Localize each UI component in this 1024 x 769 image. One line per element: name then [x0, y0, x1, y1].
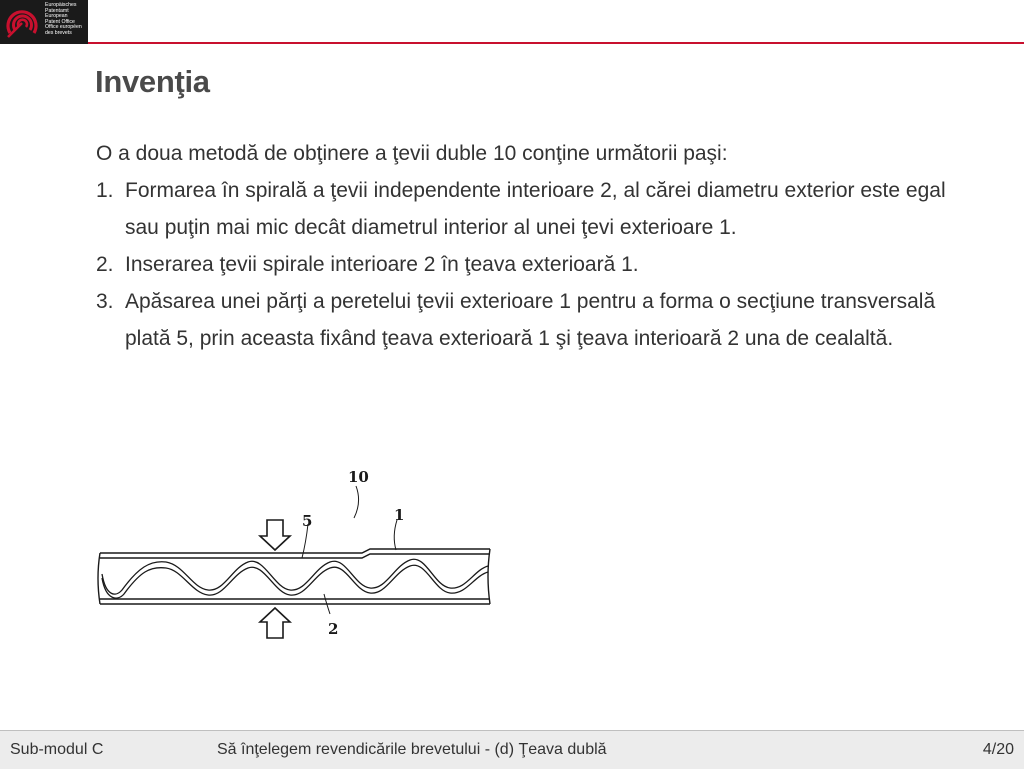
leader-lines	[302, 486, 397, 614]
epo-logo	[0, 0, 88, 44]
step-number: 3.	[96, 290, 114, 313]
logo-line: Patent Office	[45, 18, 75, 25]
logo-text	[45, 3, 87, 37]
slide-body	[96, 135, 956, 357]
slide-title: Invenţia	[95, 64, 210, 99]
footer-bar	[0, 730, 1024, 769]
label-inner-pipe: 2	[328, 620, 339, 638]
header	[0, 0, 1024, 46]
step-number: 1.	[96, 179, 114, 202]
step-item	[96, 246, 956, 283]
step-text: Apăsarea unei părţi a peretelui ţevii exterioare 1 pentru a forma o secţiune transversală plată 5, prin aceasta fixând ţeava exterioară 1 şi ţeava interioară 2 una de cealaltă.	[125, 290, 936, 350]
label-assembly: 10	[348, 468, 369, 486]
footer-lesson-title: Să înţelegem revendicările brevetului - (d) Ţeava dublă	[217, 741, 607, 758]
step-item	[96, 172, 956, 246]
footer-module: Sub-modul C	[10, 741, 104, 758]
epo-emblem-icon	[4, 3, 42, 41]
step-text: Inserarea ţevii spirale interioare 2 în ţeava exterioară 1.	[125, 253, 639, 276]
logo-line: Office européen	[45, 24, 82, 31]
logo-line: Patentamt	[45, 7, 69, 14]
step-number: 2.	[96, 253, 114, 276]
steps-list	[96, 172, 956, 357]
logo-line: Europäisches	[45, 2, 77, 8]
label-flat-section: 5	[302, 512, 313, 530]
logo-line: des brevets	[45, 29, 72, 36]
step-item	[96, 283, 956, 357]
outer-pipe	[98, 549, 490, 604]
press-up-arrow-icon	[260, 608, 290, 638]
logo-line: European	[45, 13, 68, 20]
press-down-arrow-icon	[260, 520, 290, 550]
double-pipe-diagram	[92, 462, 512, 642]
step-text: Formarea în spirală a ţevii independente interioare 2, al cărei diametru exterior este egal sau puţin mai mic decât diametrul interior al unei ţevi exterioare 1.	[125, 179, 946, 239]
label-outer-pipe: 1	[394, 506, 405, 524]
page-number: 4/20	[982, 741, 1014, 758]
inner-spiral-pipe	[102, 559, 488, 598]
header-rule	[88, 42, 1024, 44]
intro-text: O a doua metodă de obţinere a ţevii duble 10 conţine următorii paşi:	[96, 142, 728, 165]
